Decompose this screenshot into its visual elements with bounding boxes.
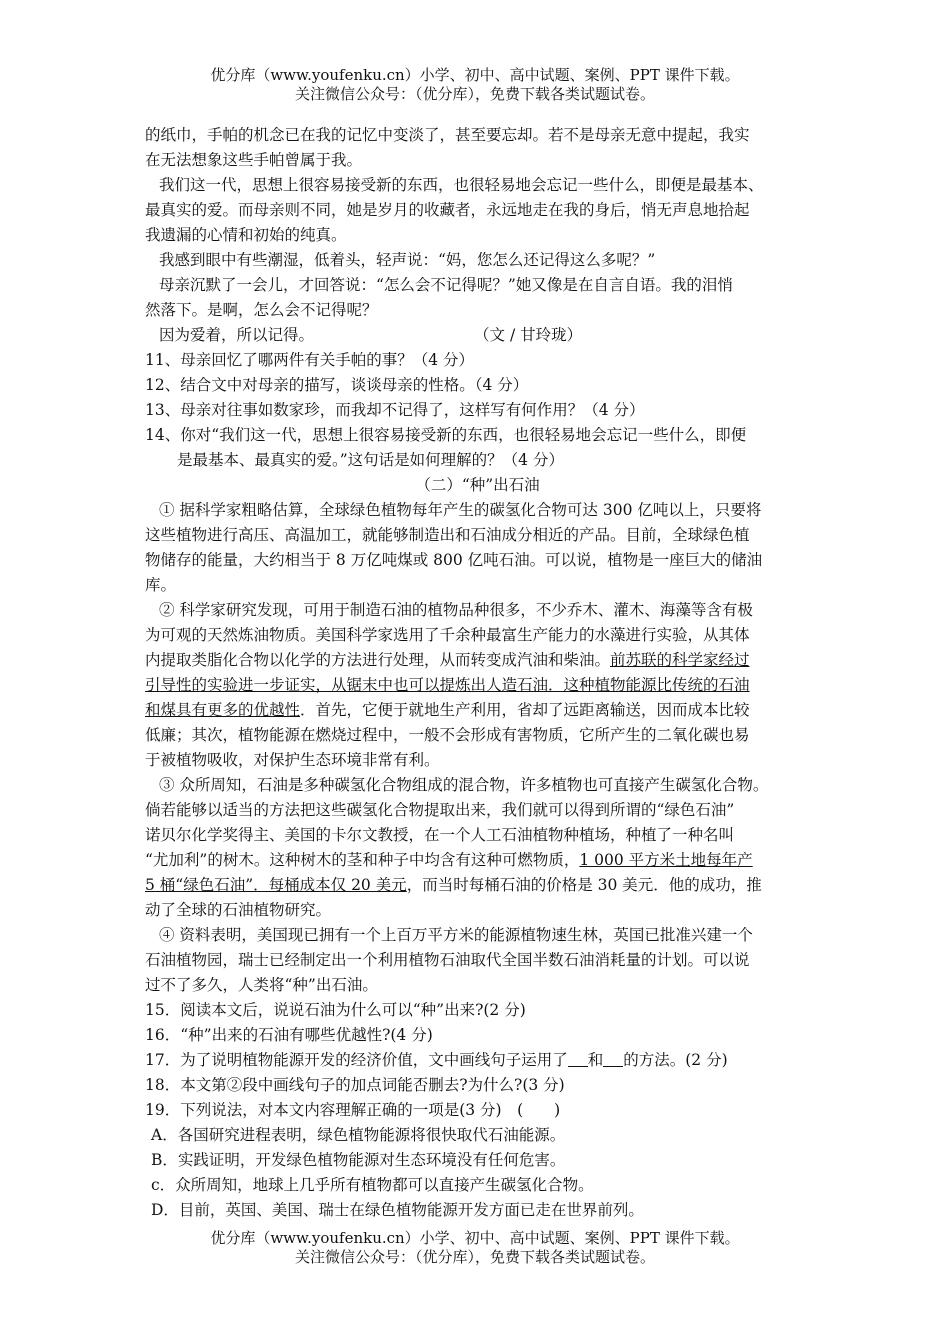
text-line: ② 科学家研究发现，可用于制造石油的植物品种很多，不少乔木、灌木、海藻等含有极 <box>159 601 753 619</box>
text-line: 物储存的能量，大约相当于 8 万亿吨煤或 800 亿吨石油。可以说，植物是一座巨大的储油 <box>145 551 763 569</box>
text-line: 最真实的爱。而母亲则不同，她是岁月的收藏者，永远地走在我的身后，悄无声息地拾起 <box>145 201 750 219</box>
text-span: 的方法。(2 分) <box>623 1051 728 1069</box>
text-line: 在无法想象这些手帕曾属于我。 <box>145 151 363 169</box>
text-line <box>145 323 810 348</box>
option-a: A．各国研究进程表明，绿色植物能源将很快取代石油能源。 <box>151 1126 566 1144</box>
text-span: 和 <box>587 1051 604 1069</box>
text-line: 我遗漏的心情和初始的纯真。 <box>145 226 347 244</box>
text-line: 动了全球的石油植物研究。 <box>145 901 332 919</box>
text-line: 倘若能够以适当的方法把这些碳氢化合物提取出来，我们就可以得到所谓的“绿色石油” <box>145 801 735 819</box>
text-span: ．首先，它便于就地生产利用，省却了远距离输送，因而成本比较 <box>300 701 750 719</box>
text-line: 为可观的天然炼油物质。美国科学家选用了千余种最富生产能力的水藻进行实验，从其体 <box>145 626 750 644</box>
footer-line-2: 关注微信公众号：（优分库），免费下载各类试题试卷。 <box>294 1248 655 1266</box>
text-line: 低廉；其次，植物能源在燃烧过程中，一般不会形成有害物质，它所产生的二氧化碳也易 <box>145 726 750 744</box>
text-line: 库。 <box>145 576 177 594</box>
underlined-sentence: 1 000 平方米土地每年产 <box>579 851 753 869</box>
question-15: 15．阅读本文后，说说石油为什么可以“种”出来?(2 分) <box>145 1001 526 1019</box>
question-14: 14、你对“我们这一代，思想上很容易接受新的东西，也很轻易地会忘记一些什么，即便 <box>145 426 747 444</box>
question-19: 19．下列说法，对本文内容理解正确的一项是(3 分) ( ) <box>145 1101 561 1119</box>
section-title: （二）“种”出石油 <box>415 476 540 494</box>
option-d: D．目前，英国、美国、瑞士在绿色植物能源开发方面已走在世界前列。 <box>151 1201 644 1219</box>
text-line: ① 据科学家粗略估算，全球绿色植物每年产生的碳氢化合物可达 300 亿吨以上，只要将 <box>159 501 762 519</box>
underlined-sentence: 引导性的实验进一步证实，从锯末中也可以提炼出人造石油．这种植物能源比传统的石油 <box>145 676 750 694</box>
text-line <box>145 698 810 723</box>
underlined-sentence: 5 桶“绿色石油”．每桶成本仅 20 美元 <box>145 876 407 894</box>
option-b: B．实践证明，开发绿色植物能源对生态环境没有任何危害。 <box>151 1151 566 1169</box>
author-credit: （文 / 甘玲珑） <box>474 326 583 344</box>
text-line: 这些植物进行高压、高温加工，就能够制造出和石油成分相近的产品。目前，全球绿色植 <box>145 526 750 544</box>
text-line: 我们这一代，思想上很容易接受新的东西，也很轻易地会忘记一些什么，即便是最基本、 <box>159 176 764 194</box>
text-line: 母亲沉默了一会儿，才回答说：“怎么会不记得呢？”她又像是在自言自语。我的泪悄 <box>159 276 733 294</box>
question-12: 12、结合文中对母亲的描写，谈谈母亲的性格。（4 分） <box>145 376 529 394</box>
question-11: 11、母亲回忆了哪两件有关手帕的事？（4 分） <box>145 351 475 369</box>
text-span: 内提取类脂化合物以化学的方法进行处理，从而转变成汽油和柴油。 <box>145 651 611 669</box>
footer-line-1: 优分库（www.youfenku.cn）小学、初中、高中试题、案例、PPT 课件下载。 <box>210 1229 740 1247</box>
header-line-2: 关注微信公众号：（优分库），免费下载各类试题试卷。 <box>294 85 655 103</box>
question-18: 18．本文第②段中画线句子的加点词能否删去?为什么?(3 分) <box>145 1076 565 1094</box>
page-footer <box>0 1229 950 1267</box>
question-14-cont: 是最基本、最真实的爱。”这句话是如何理解的？（4 分） <box>177 451 564 469</box>
page-header <box>0 66 950 104</box>
text-line: 我感到眼中有些潮湿，低着头，轻声说：“妈，您怎么还记得这么多呢？” <box>159 251 656 269</box>
answer-blank[interactable] <box>568 1049 588 1067</box>
closing-sentence: 因为爱着，所以记得。 <box>159 326 315 344</box>
text-line: ③ 众所周知，石油是多种碳氢化合物组成的混合物，许多植物也可直接产生碳氢化合物。 <box>159 776 769 794</box>
text-line: ④ 资料表明，美国现已拥有一个上百万平方米的能源植物速生林，英国已批准兴建一个 <box>159 926 753 944</box>
text-line: 的纸巾，手帕的机念已在我的记忆中变淡了，甚至要忘却。若不是母亲无意中提起，我实 <box>145 126 750 144</box>
text-line: 然落下。是啊，怎么会不记得呢？ <box>145 301 378 319</box>
text-line <box>145 648 810 673</box>
underlined-sentence: 前苏联的科学家经过 <box>610 651 750 669</box>
underlined-sentence: 和煤具有更多的优越性 <box>145 701 301 719</box>
text-line <box>145 873 810 898</box>
question-17 <box>145 1048 810 1073</box>
text-line: 于被植物吸收，对保护生态环境非常有利。 <box>145 751 440 769</box>
text-line <box>145 673 810 698</box>
text-span: “尤加利”的树木。这种树木的茎和种子中均含有这种可燃物质， <box>145 851 580 869</box>
text-line: 石油植物园，瑞士已经制定出一个利用植物石油取代全国半数石油消耗量的计划。可以说 <box>145 951 750 969</box>
text-line: 诺贝尔化学奖得主、美国的卡尔文教授，在一个人工石油植物种植场，种植了一种名叫 <box>145 826 735 844</box>
text-line: 过不了多久，人类将“种”出石油。 <box>145 976 378 994</box>
answer-blank[interactable] <box>603 1049 623 1067</box>
header-line-1: 优分库（www.youfenku.cn）小学、初中、高中试题、案例、PPT 课件下载。 <box>210 66 740 84</box>
text-span: 17．为了说明植物能源开发的经济价值，文中画线句子运用了 <box>145 1051 568 1069</box>
option-c: c．众所周知，地球上几乎所有植物都可以直接产生碳氢化合物。 <box>151 1176 594 1194</box>
question-16: 16．“种”出来的石油有哪些优越性?(4 分) <box>145 1026 433 1044</box>
text-line <box>145 848 810 873</box>
question-13: 13、母亲对往事如数家珍，而我却不记得了，这样写有何作用？（4 分） <box>145 401 645 419</box>
text-span: ，而当时每桶石油的价格是 30 美元．他的成功，推 <box>406 876 762 894</box>
document-body <box>145 123 810 1223</box>
